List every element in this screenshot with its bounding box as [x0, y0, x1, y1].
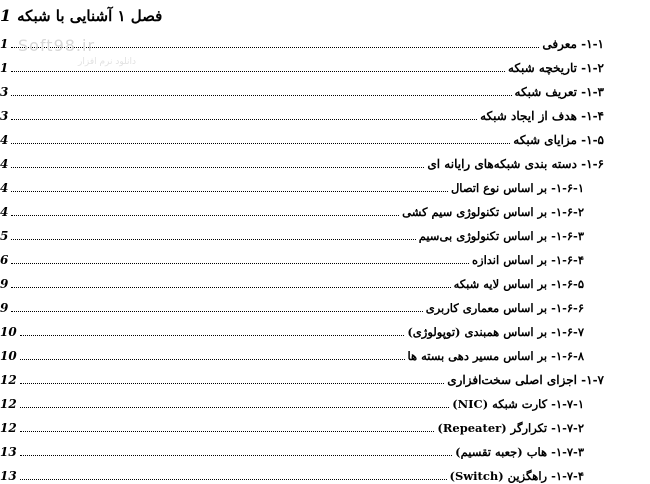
- toc-page-number: 13: [0, 445, 17, 459]
- toc-entry-number: ۱-۶-۵-: [551, 277, 584, 291]
- toc-entry-title: [480, 108, 604, 124]
- toc-entry-text: بر اساس نوع اتصال: [450, 181, 548, 195]
- toc-entry-number: ۱-۲-: [581, 61, 604, 75]
- toc-entry-text: اجزای اصلی سخت‌افزاری: [447, 373, 577, 387]
- toc-entry-title: [408, 348, 584, 364]
- toc-entry-text: بر اساس تکنولوژی سیم کشی: [402, 205, 548, 219]
- toc-entry-text: بر اساس معماری کاربری: [425, 301, 548, 315]
- toc-entry-number: ۱-۴-: [581, 109, 604, 123]
- toc-row[interactable]: [0, 198, 584, 220]
- toc-row[interactable]: [0, 78, 604, 100]
- toc-row[interactable]: [0, 222, 584, 244]
- toc-row[interactable]: [0, 342, 584, 364]
- toc-entry-title: [447, 372, 604, 388]
- toc-dot-leader: [11, 263, 469, 264]
- toc-entry-number: ۱-۶-۴-: [551, 253, 584, 267]
- toc-entry-title: [472, 252, 584, 268]
- toc-row[interactable]: [0, 30, 604, 52]
- toc-dot-leader: [20, 455, 452, 456]
- toc-entry-number: ۱-۶-۲-: [551, 205, 584, 219]
- toc-entry-title: [515, 84, 604, 100]
- toc-dot-leader: [11, 239, 415, 240]
- toc-dot-leader: [11, 143, 510, 144]
- toc-entry-number: ۱-۶-۱-: [551, 181, 584, 195]
- toc-entry-text: مزایای شبکه: [513, 133, 577, 147]
- toc-entry-text: تاریخچه شبکه: [507, 61, 577, 75]
- toc-entry-text: تعریف شبکه: [514, 85, 577, 99]
- toc-dot-leader: [20, 431, 435, 432]
- toc-row[interactable]: [0, 270, 584, 292]
- toc-page-number: 1: [0, 6, 12, 25]
- toc-entry-number: فصل ۱: [117, 7, 163, 25]
- toc-entry-title: [402, 204, 584, 220]
- toc-entry-number: ۱-۶-۶-: [551, 301, 584, 315]
- toc-entry-text: دسته بندی شبکه‌های رایانه ای: [427, 157, 577, 171]
- toc-entry-number: ۱-۳-: [581, 85, 604, 99]
- toc-entry-number: ۱-۵-: [581, 133, 604, 147]
- toc-page-number: 4: [0, 133, 9, 147]
- toc-dot-leader: [20, 407, 449, 408]
- toc-entry-title: [450, 468, 585, 484]
- toc-entry-text: تکرارگر (Repeater): [437, 421, 548, 435]
- toc-row[interactable]: [0, 102, 604, 124]
- toc-page-number: 12: [0, 421, 17, 435]
- toc-entry-title: [508, 60, 604, 76]
- toc-page-number: 12: [0, 397, 17, 411]
- toc-row[interactable]: [0, 294, 584, 316]
- toc-page-number: 10: [0, 349, 17, 363]
- toc-row[interactable]: [0, 390, 584, 412]
- toc-page-number: 10: [0, 325, 17, 339]
- toc-entry-text: هدف از ایجاد شبکه: [480, 109, 577, 123]
- toc-entry-text: بر اساس اندازه: [471, 253, 548, 267]
- toc-page-number: 12: [0, 373, 17, 387]
- toc-entry-title: [451, 180, 584, 196]
- toc-page-number: 13: [0, 469, 17, 483]
- toc-dot-leader: [11, 287, 450, 288]
- toc-entry-title: [454, 276, 584, 292]
- toc-row[interactable]: [0, 414, 584, 436]
- toc-entry-text: معرفی: [542, 37, 577, 51]
- toc-page-number: 4: [0, 181, 9, 195]
- toc-entry-number: ۱-۶-۷-: [551, 325, 584, 339]
- toc-page-number: 4: [0, 157, 9, 171]
- toc-entry-title: [452, 396, 584, 412]
- toc-entry-number: ۱-۶-۸-: [551, 349, 584, 363]
- toc-page-number: 9: [0, 301, 9, 315]
- toc-dot-leader: [20, 335, 405, 336]
- toc-page-number: 4: [0, 205, 9, 219]
- toc-page-number: 3: [0, 109, 9, 123]
- toc-entry-text: آشنایی با شبکه: [17, 7, 113, 25]
- toc-entry-number: ۱-۷-۳-: [551, 445, 584, 459]
- toc-dot-leader: [20, 359, 405, 360]
- toc-dot-leader: [11, 71, 505, 72]
- toc-entry-text: بر اساس مسیر دهی بسته ها: [407, 349, 548, 363]
- toc-entry-number: ۱-۷-: [581, 373, 604, 387]
- toc-dot-leader: [11, 167, 424, 168]
- toc-dot-leader: [11, 191, 448, 192]
- toc-entry-number: ۱-۷-۴-: [551, 469, 584, 483]
- toc-entry-title: [17, 6, 162, 26]
- toc-dot-leader: [20, 383, 445, 384]
- toc-entry-title: [542, 36, 604, 52]
- toc-dot-leader: [11, 47, 539, 48]
- toc-entry-number: ۱-۶-۳-: [551, 229, 584, 243]
- toc-page-number: 9: [0, 277, 9, 291]
- toc-page-number: 1: [0, 37, 9, 51]
- toc-dot-leader: [11, 215, 399, 216]
- toc-page-number: 6: [0, 253, 9, 267]
- toc-entry-text: بر اساس لایه شبکه: [453, 277, 548, 291]
- toc-page-number: 3: [0, 85, 9, 99]
- toc-chapter-row[interactable]: [0, 4, 162, 26]
- toc-dot-leader: [11, 119, 477, 120]
- watermark-sub: دانلود نرم افزار: [78, 57, 137, 67]
- toc-entry-number: ۱-۱-: [581, 37, 604, 51]
- toc-entry-title: [419, 228, 584, 244]
- toc-entry-number: ۱-۶-: [581, 157, 604, 171]
- toc-row[interactable]: [0, 246, 584, 268]
- toc-row[interactable]: [0, 150, 604, 172]
- toc-page-number: 1: [0, 61, 9, 75]
- toc-dot-leader: [11, 311, 422, 312]
- toc-entry-title: [426, 300, 584, 316]
- toc-row[interactable]: [0, 174, 584, 196]
- toc-page-number: 5: [0, 229, 9, 243]
- toc-row[interactable]: [0, 126, 604, 148]
- toc-entry-title: [513, 132, 604, 148]
- toc-entry-text: بر اساس تکنولوژی بی‌سیم: [418, 229, 548, 243]
- toc-row[interactable]: [0, 318, 584, 340]
- toc-entry-title: [455, 444, 584, 460]
- watermark-main: Soft98.ir: [18, 36, 96, 55]
- toc-row[interactable]: [0, 54, 604, 76]
- toc-entry-number: ۱-۷-۲-: [551, 421, 584, 435]
- toc-row[interactable]: [0, 438, 584, 460]
- toc-dot-leader: [11, 95, 511, 96]
- toc-row[interactable]: [0, 366, 604, 388]
- toc-entry-title: [407, 324, 584, 340]
- toc-entry-title: [437, 420, 584, 436]
- toc-row[interactable]: [0, 462, 584, 484]
- toc-entry-title: [427, 156, 604, 172]
- toc-entry-text: بر اساس همبندی (توپولوژی): [407, 325, 548, 339]
- toc-entry-text: هاب (جعبه تقسیم): [455, 445, 548, 459]
- toc-entry-text: کارت شبکه (NIC): [452, 397, 548, 411]
- toc-entry-text: راهگزین (Switch): [449, 469, 548, 483]
- toc-entry-number: ۱-۷-۱-: [551, 397, 584, 411]
